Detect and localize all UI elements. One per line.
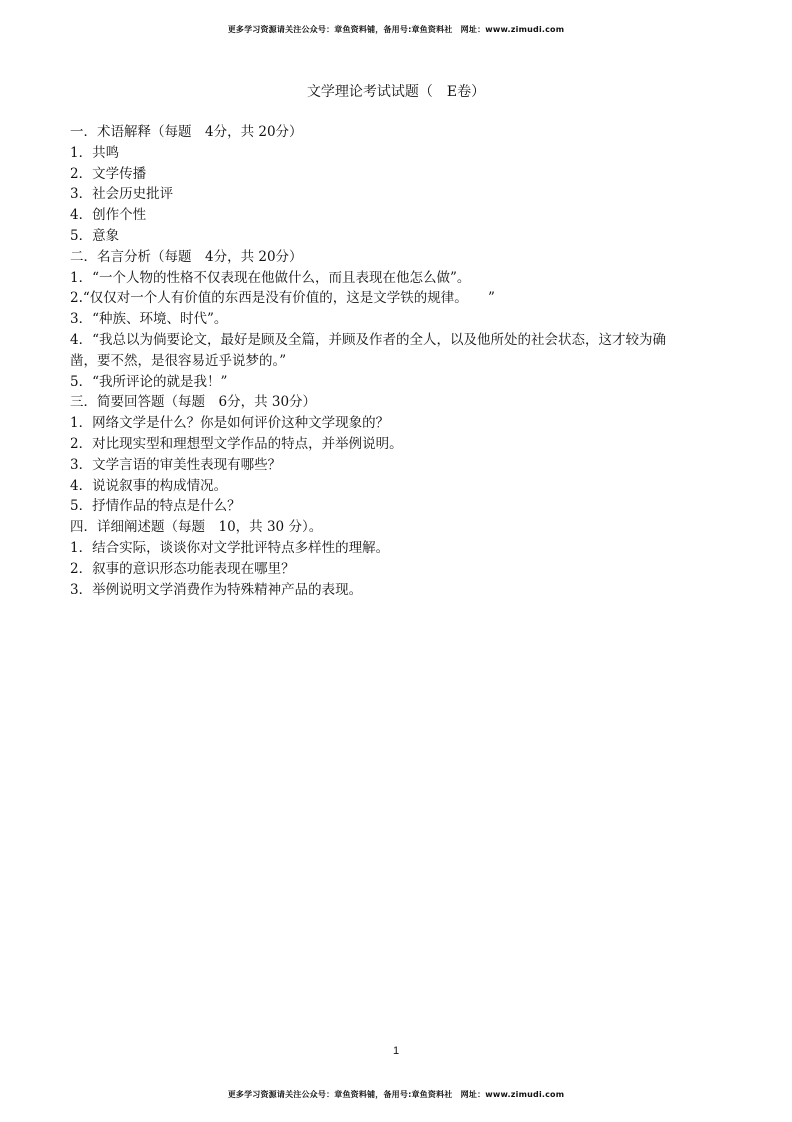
- question-item: 4．“我总以为倘要论文，最好是顾及全篇，并顾及作者的全人，以及他所处的社会状态，这才较为确凿，要不然，是很容易近乎说梦的。”: [70, 331, 666, 369]
- exam-title: 文学理论考试试题（ E卷）: [306, 84, 486, 100]
- question-item: 1．共鸣: [70, 144, 120, 161]
- question-item: 1．网络文学是什么？你是如何评价这种文学现象的？: [70, 415, 390, 432]
- section-heading-4: 四．详细阐述题（每题 10，共 30 分）。: [70, 519, 323, 536]
- question-item: 1．结合实际，谈谈你对文学批评特点多样性的理解。: [70, 539, 390, 556]
- question-item: 2．叙事的意识形态功能表现在哪里？: [70, 560, 295, 577]
- exam-content: [70, 122, 690, 600]
- section-heading-2: 二．名言分析（每题 4分，共 20分）: [70, 248, 303, 265]
- section-heading-3: 三．简要回答题（每题 6分，共 30分）: [70, 394, 317, 411]
- page-number: 1: [392, 1045, 400, 1057]
- question-item: 5．意象: [70, 227, 120, 244]
- header-banner: 更多学习资源请关注公众号：章鱼资料铺，备用号:章鱼资料社 网址：www.zimudi.com: [227, 25, 565, 34]
- question-item: 4．创作个性: [70, 207, 147, 224]
- question-item: 3．举例说明文学消费作为特殊精神产品的表现。: [70, 581, 363, 598]
- question-item: 2．对比现实型和理想型文学作品的特点，并举例说明。: [70, 435, 403, 452]
- question-item: 5．“我所评论的就是我！”: [70, 373, 228, 390]
- footer-banner: 更多学习资源请关注公众号：章鱼资料铺，备用号:章鱼资料社 网址：www.zimudi.com: [227, 1090, 565, 1099]
- question-item: 2.“仅仅对一个人有价值的东西是没有价值的，这是文学铁的规律。 ”: [70, 290, 495, 307]
- section-heading-1: 一．术语解释（每题 4分，共 20分）: [70, 124, 303, 140]
- question-item: 1．“一个人物的性格不仅表现在他做什么，而且表现在他怎么做”。: [70, 269, 471, 286]
- question-item: 3．“种族、环境、时代”。: [70, 311, 228, 328]
- question-item: 3．文学言语的审美性表现有哪些？: [70, 456, 282, 473]
- question-item: 4．说说叙事的构成情况。: [70, 477, 228, 494]
- question-item: 2．文学传播: [70, 165, 147, 182]
- question-item: 3．社会历史批评: [70, 186, 174, 203]
- question-item: 5．抒情作品的特点是什么？: [70, 498, 241, 515]
